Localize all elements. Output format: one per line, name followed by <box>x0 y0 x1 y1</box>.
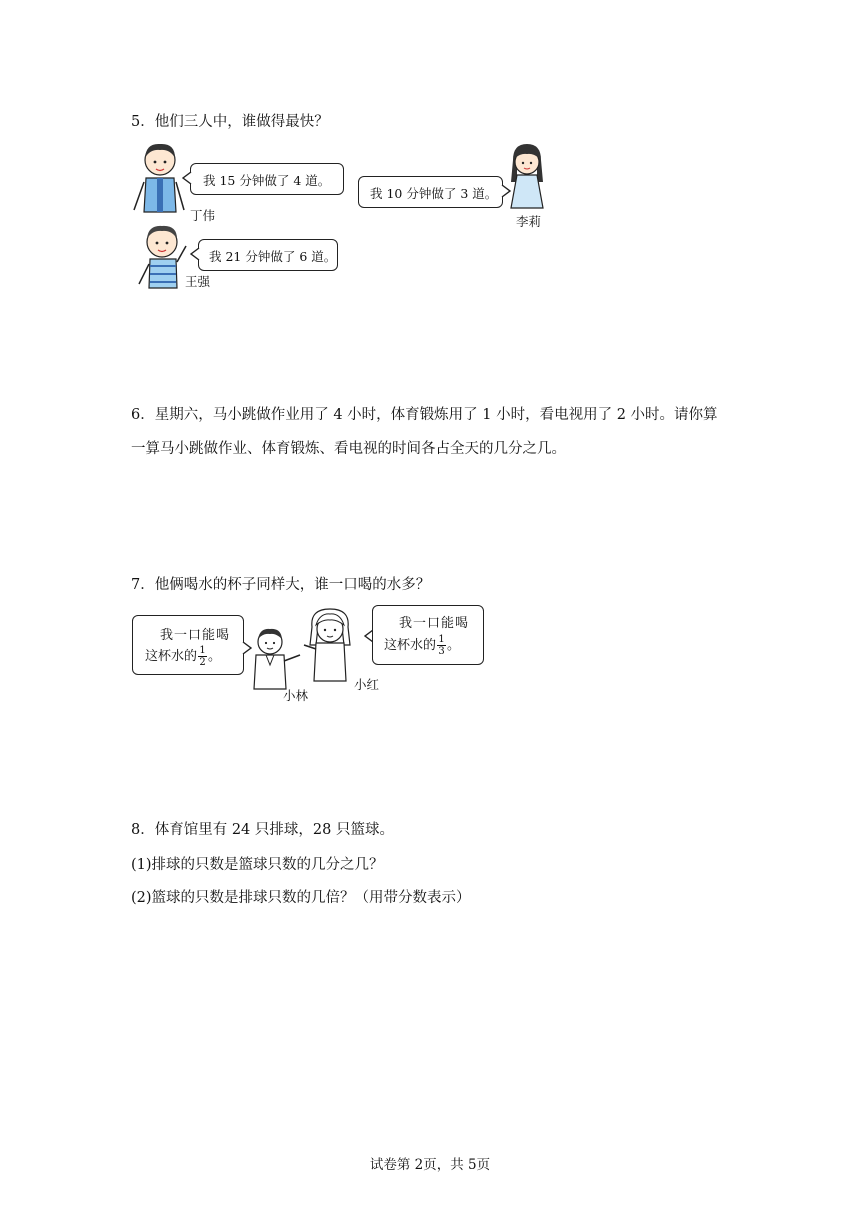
dingwei-speech: 我 15 分钟做了 4 道。 <box>203 173 331 188</box>
xiaohong-name: 小红 <box>354 677 380 692</box>
wangqiang-speech-bubble <box>198 239 338 271</box>
question-5-figure <box>130 138 550 298</box>
fraction-one-third: $\frac{1}{3}$ <box>438 634 445 657</box>
wangqiang-speech: 我 21 分钟做了 6 道。 <box>209 249 337 264</box>
bubble-pointer-icon <box>182 171 192 185</box>
question-7-figure <box>130 603 490 708</box>
page-footer: 试卷第 2页，共 5页 <box>369 1157 491 1173</box>
boy-dingwei-illustration <box>132 140 188 220</box>
girl-lili-illustration <box>505 142 549 212</box>
lili-speech-bubble <box>358 176 503 208</box>
question-8-text: 8．体育馆里有 24 只排球，28 只篮球。 <box>131 822 394 838</box>
question-8-sub-1: (1)排球的只数是篮球只数的几分之几？ <box>131 857 384 873</box>
xiaolin-speech-line-1: 我一口能喝 <box>160 628 231 643</box>
dingwei-speech-bubble <box>190 163 344 195</box>
xiaohong-speech-bubble <box>372 605 484 665</box>
boy-wangqiang-illustration <box>136 222 190 292</box>
xiaohong-speech-line-2: 这杯水的 $\frac{1}{3}$ 。 <box>384 634 461 657</box>
question-8-sub-2: (2)篮球的只数是排球只数的几倍？（用带分数表示） <box>131 890 471 906</box>
dingwei-name: 丁伟 <box>190 208 216 223</box>
question-6-line-2: 一算马小跳做作业、体育锻炼、看电视的时间各占全天的几分之几。 <box>131 441 566 457</box>
xiaolin-name: 小林 <box>283 688 309 703</box>
boy-xiaolin-illustration <box>248 625 304 691</box>
xiaolin-speech-bubble <box>132 615 244 675</box>
lili-speech: 我 10 分钟做了 3 道。 <box>370 186 498 201</box>
xiaohong-speech-line-1: 我一口能喝 <box>399 616 470 631</box>
lili-name: 李莉 <box>516 214 542 229</box>
question-6-line-1: 6．星期六，马小跳做作业用了 4 小时，体育锻炼用了 1 小时，看电视用了 2 小时。请你算 <box>131 407 718 423</box>
wangqiang-name: 王强 <box>185 274 211 289</box>
xiaolin-speech-line-2: 这杯水的 $\frac{1}{2}$ 。 <box>145 645 222 668</box>
fraction-one-half: $\frac{1}{2}$ <box>199 645 206 668</box>
question-7-text: 7．他俩喝水的杯子同样大，谁一口喝的水多？ <box>131 577 431 593</box>
question-5-text: 5．他们三人中，谁做得最快？ <box>131 114 329 130</box>
bubble-pointer-icon <box>190 247 200 261</box>
girl-xiaohong-illustration <box>300 605 362 683</box>
